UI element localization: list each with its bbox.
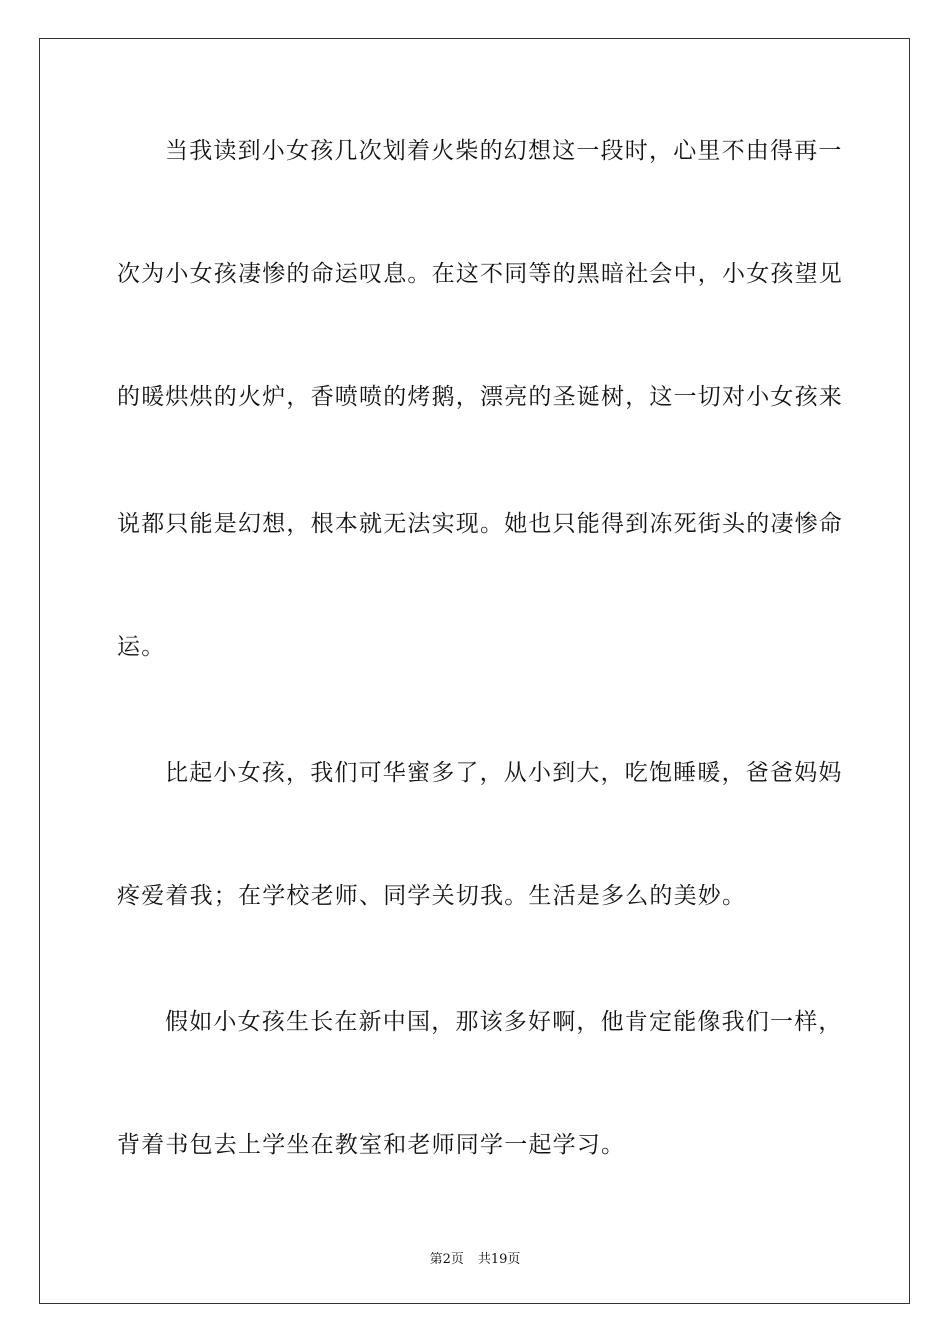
paragraph-3-line-2: 背着书包去上学坐在教室和老师同学一起学习。	[117, 1132, 626, 1158]
paragraph-1-line-5: 运。	[117, 634, 166, 660]
paragraph-1-line-4: 说都只能是幻想，根本就无法实现。她也只能得到冻死街头的凄惨命	[117, 511, 843, 537]
page-number: 第2页	[429, 1252, 464, 1267]
paragraph-1-line-2: 次为小女孩凄惨的命运叹息。在这不同等的黑暗社会中，小女孩望见	[117, 261, 843, 287]
paragraph-1-line-1: 当我读到小女孩几次划着火柴的幻想这一段时，心里不由得再一	[165, 138, 843, 164]
paragraph-3-line-1: 假如小女孩生长在新中国，那该多好啊，他肯定能像我们一样，	[165, 1009, 843, 1035]
page-total: 共19页	[477, 1252, 521, 1267]
page-footer	[0, 1248, 950, 1267]
page-border	[39, 38, 910, 1304]
paragraph-2-line-2: 疼爱着我；在学校老师、同学关切我。生活是多么的美妙。	[117, 883, 747, 909]
paragraph-1-line-3: 的暖烘烘的火炉，香喷喷的烤鹅，漂亮的圣诞树，这一切对小女孩来	[117, 384, 843, 410]
paragraph-2-line-1: 比起小女孩，我们可华蜜多了，从小到大，吃饱睡暖，爸爸妈妈	[165, 760, 843, 786]
